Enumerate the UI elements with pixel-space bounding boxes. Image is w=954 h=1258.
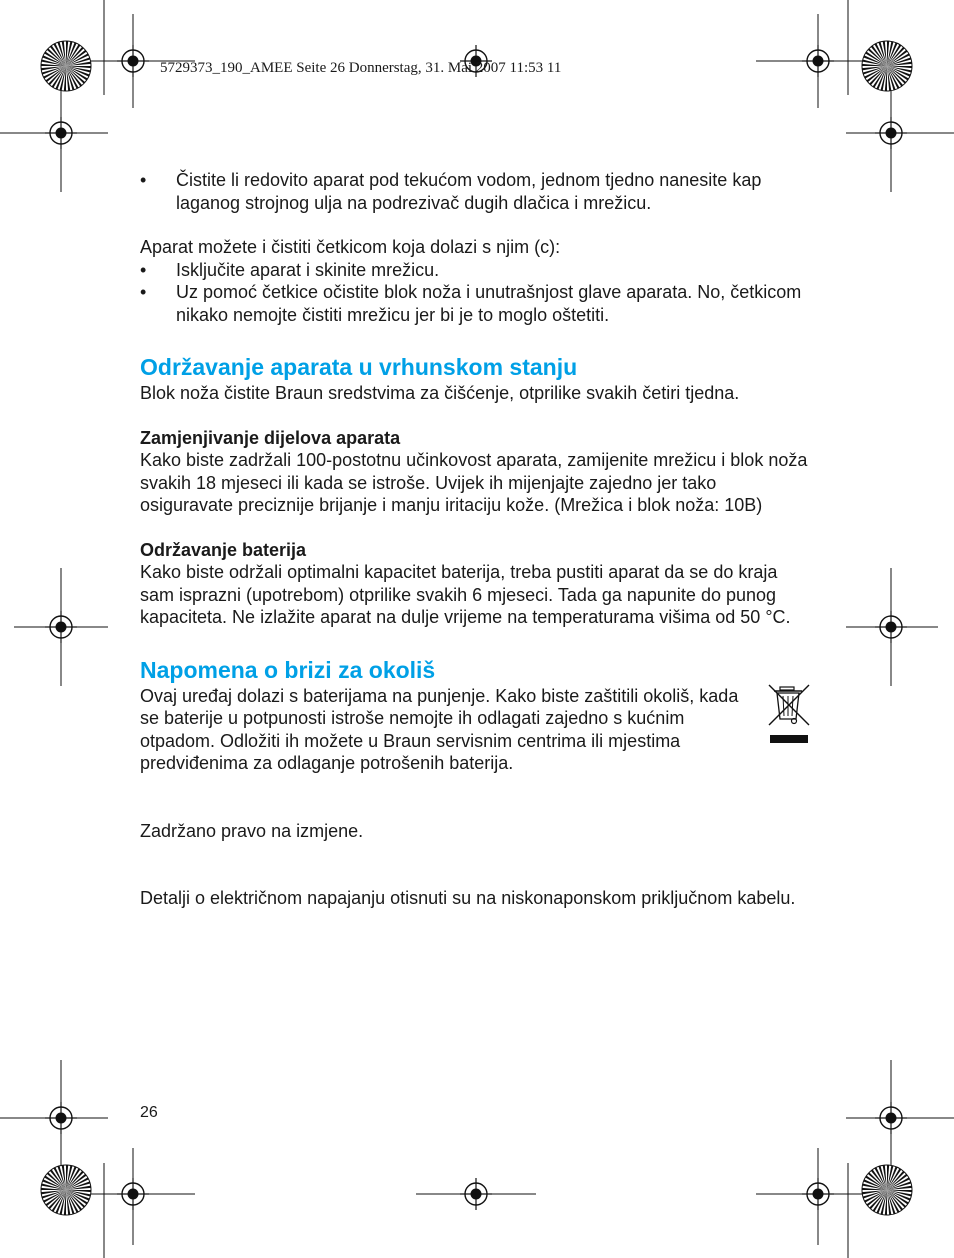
environment-section [140,685,810,775]
star-target-mark [41,41,91,91]
page-content [140,169,810,910]
page-number: 26 [140,1104,158,1121]
electrical-details: Detalji o električnom napajanju otisnuti su na niskonaponskom priključnom kabelu. [140,888,796,908]
cleaning-oil-instruction: Čistite li redovito aparat pod tekućom vodom, jednom tjedno nanesite kap laganog strojnog ulja na podrezivač dugih dlačica i mrežicu. [176,170,762,213]
bullet-symbol: • [140,282,147,302]
print-imprint: 5729373_190_AMEE Seite 26 Donnerstag, 31. Mai 2007 11:53 11 [160,60,562,76]
brush-instruction: Uz pomoć četkice očistite blok noža i unutrašnjost glave aparata. No, četkicom nikako nemojte čistiti mrežicu jer bi je to moglo oštetiti. [176,282,802,325]
list-item [140,169,810,214]
environment-text: Ovaj uređaj dolazi s baterijama na punjenje. Kako biste zaštitili okoliš, kada se baterije u potpunosti istroše nemojte ih odlagati zajedno s kućnim otpadom. Odložiti ih možete u Braun servisnim centrima ili mjestima predviđenima za odlaganje potrošenih baterija. [140,685,739,773]
bullet-symbol: • [140,170,147,190]
star-target-mark [862,41,912,91]
parts-text: Kako biste zadržali 100-postotnu učinkovost aparata, zamijenite mrežicu i blok noža svakih 18 mjeseci ili kada se istroše. Uvijek ih mijenjajte zajedno jer tako osiguravate preciznije brijanje i manju iritaciju kože. (Mrežica i blok noža: 10B) [140,450,808,515]
list-item [140,281,810,326]
battery-text: Kako biste održali optimalni kapacitet baterija, treba pustiti aparat da se do kraja sam isprazni (upotrebom) otprilike svakih 6 mjeseci. Tada ga napunite do punog kapaciteta. Ne izlažite aparat na dulje vrijeme na temperaturama višima od 50 °C. [140,562,791,627]
rights-notice: Zadržano pravo na izmjene. [140,820,364,841]
bullet-symbol: • [140,259,147,280]
maintenance-intro: Blok noža čistite Braun sredstvima za čišćenje, otprilike svakih četiri tjedna. [140,383,740,403]
environment-heading: Napomena o brizi za okoliš [140,656,436,683]
star-target-mark [41,1165,91,1215]
switch-off-instruction: Isključite aparat i skinite mrežicu. [176,259,440,280]
list-item [140,259,810,282]
star-target-mark [862,1165,912,1215]
parts-heading: Zamjenjivanje dijelova aparata [140,427,401,448]
battery-heading: Održavanje baterija [140,539,307,560]
maintenance-heading: Održavanje aparata u vrhunskom stanju [140,354,578,380]
brush-intro: Aparat možete i čistiti četkicom koja dolazi s njim (c): [140,237,561,257]
crossed-out-wheelie-bin-icon [768,683,810,747]
